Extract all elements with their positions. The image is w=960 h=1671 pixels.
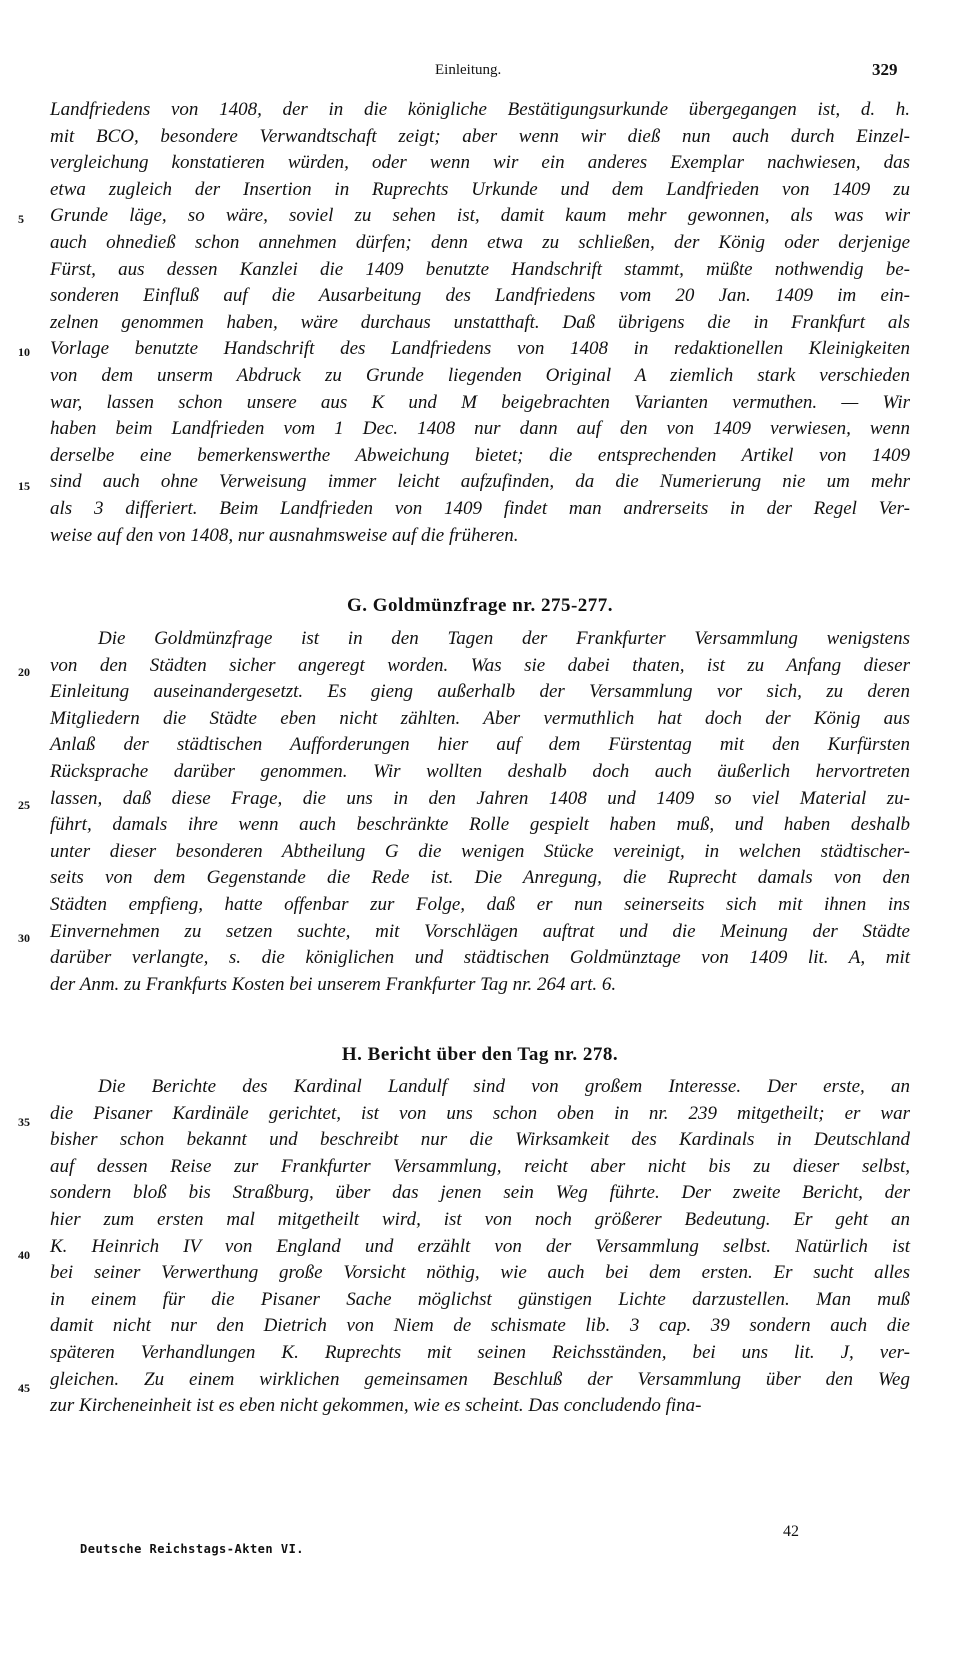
text-line: sondern bloß bis Straßburg, über das jenen sein Weg führte. Der zweite Bericht, der — [50, 1182, 910, 1204]
text-line: Einvernehmen zu setzen suchte, mit Vorschlägen auftrat und die Meinung der Städte — [50, 920, 910, 942]
text-line: bei seiner Verwerthung große Vorsicht nöthig, wie auch bei dem ersten. Er sucht alles — [50, 1262, 910, 1284]
text-line: hier zum ersten mal mitgetheilt wird, ist von noch größerer Bedeutung. Er geht an — [50, 1209, 910, 1230]
text-line: Mitgliedern die Städte eben nicht zählten. Aber vermuthlich hat doch der König aus — [50, 707, 910, 729]
text-line: Einleitung auseinandergesetzt. Es gieng außerhalb der Versammlung vor sich, zu deren — [50, 681, 910, 703]
text-line: vergleichung konstatieren würden, oder wenn wir ein anderes Exemplar nachwiesen, das — [50, 152, 910, 174]
text-line: Vorlage benutzte Handschrift des Landfriedens von 1408 in redaktionellen Kleinigkeiten — [50, 338, 910, 360]
text-line: Rücksprache darüber genommen. Wir wollten deshalb doch auch äußerlich hervortreten — [50, 761, 910, 782]
text-line: mit BCO, besondere Verwandtschaft zeigt; aber wenn wir dieß nun auch durch Einzel- — [50, 125, 910, 147]
text-line: Anlaß der städtischen Aufforderungen hier auf dem Fürstentag mit den Kurfürsten — [50, 734, 910, 756]
margin-line-number: 20 — [18, 665, 30, 679]
margin-line-number: 30 — [18, 931, 30, 945]
text-line: sind auch ohne Verweisung immer leicht aufzufinden, da die Numerierung nie um mehr — [50, 471, 910, 493]
text-line: darüber verlangte, s. die königlichen und städtischen Goldmünztage von 1409 lit. A, mit — [50, 947, 910, 969]
text-line: späteren Verhandlungen K. Ruprechts mit seinen Reichsständen, bei uns lit. J, ver- — [50, 1342, 910, 1363]
text-line: gleichen. Zu einem wirklichen gemeinsamen Beschluß der Versammlung über den Weg — [50, 1368, 910, 1390]
margin-line-number: 25 — [18, 798, 30, 812]
text-line: Fürst, aus dessen Kanzlei die 1409 benutzte Handschrift stammt, müßte nothwendig be- — [50, 258, 910, 280]
margin-line-number: 10 — [18, 345, 30, 359]
text-line: derselbe eine bemerkenswerthe Abweichung bietet; die entsprechenden Artikel von 1409 — [50, 444, 910, 466]
running-head-title: Einleitung. — [435, 62, 502, 78]
running-head — [0, 62, 960, 86]
text-line: seits von dem Gegenstande die Rede ist. Die Anregung, die Ruprecht damals von den — [50, 867, 910, 889]
text-line: unter dieser besonderen Abtheilung G die wenigen Stücke vereinigt, in welchen städtischer- — [50, 840, 910, 862]
text-line: von den Städten sicher angeregt worden. Was sie dabei thaten, ist zu Anfang dieser — [50, 654, 910, 676]
text-line: Die Goldmünzfrage ist in den Tagen der Frankfurter Versammlung wenigstens — [98, 628, 910, 649]
text-line: lassen, daß diese Frage, die uns in den Jahren 1408 und 1409 so viel Material zu- — [50, 787, 910, 809]
text-line: K. Heinrich IV von England und erzählt von der Versammlung selbst. Natürlich ist — [50, 1235, 910, 1257]
text-line: der Anm. zu Frankfurts Kosten bei unserem Frankfurter Tag nr. 264 art. 6. — [50, 973, 617, 995]
margin-line-number: 45 — [18, 1381, 30, 1395]
text-line: zelnen genommen haben, wäre durchaus unstatthaft. Daß übrigens die in Frankfurt als — [50, 311, 910, 333]
text-line: war, lassen schon unsere aus K und M beigebrachten Varianten vermuthen. — Wir — [50, 391, 910, 413]
text-line: die Pisaner Kardinäle gerichtet, ist von uns schon oben in nr. 239 mitgetheilt; er war — [50, 1102, 910, 1124]
text-line: etwa zugleich der Insertion in Ruprechts Urkunde und dem Landfrieden von 1409 zu — [50, 178, 910, 200]
text-line: Städten empfieng, hatte offenbar zur Folge, daß er nun seinerseits sich mit ihnen ins — [50, 894, 910, 915]
text-line: in einem für die Pisaner Sache möglichst günstigen Lichte darzustellen. Man muß — [50, 1288, 910, 1310]
margin-line-number: 40 — [18, 1248, 30, 1262]
text-line: sonderen Einfluß auf die Ausarbeitung des Landfriedens vom 20 Jan. 1409 im ein- — [50, 285, 910, 307]
text-line: als 3 differiert. Beim Landfrieden von 1409 findet man andrerseits in der Regel Ver- — [50, 498, 910, 519]
text-line: von dem unserm Abdruck zu Grunde liegenden Original A ziemlich stark verschieden — [50, 365, 910, 386]
text-line: haben beim Landfrieden vom 1 Dec. 1408 nur dann auf den von 1409 verwiesen, wenn — [50, 418, 910, 440]
margin-line-number: 5 — [18, 212, 24, 226]
text-line: auf dessen Reise zur Frankfurter Versammlung, reicht aber nicht bis zu dieser selbst, — [50, 1155, 910, 1177]
text-line: auch ohnedieß schon annehmen dürfen; denn etwa zu schließen, der König oder derjenige — [50, 232, 910, 253]
text-line: weise auf den von 1408, nur ausnahmsweise auf die früheren. — [50, 524, 519, 546]
footer-series-title: Deutsche Reichstags-Akten VI. — [80, 1542, 305, 1556]
page-number: 329 — [872, 60, 898, 79]
text-line: Landfriedens von 1408, der in die königliche Bestätigungsurkunde übergegangen ist, d. h. — [50, 99, 910, 120]
text-line: führt, damals ihre wenn auch beschränkte Rolle gespielt haben muß, und haben deshalb — [50, 814, 910, 836]
section-g-heading: G. Goldmünzfrage nr. 275-277. — [346, 595, 614, 616]
text-line: bisher schon bekannt und beschreibt nur die Wirksamkeit des Kardinals in Deutschland — [50, 1129, 910, 1151]
margin-line-number: 35 — [18, 1115, 30, 1129]
margin-line-number: 15 — [18, 479, 30, 493]
section-h-heading: H. Bericht über den Tag nr. 278. — [341, 1044, 619, 1065]
text-line: Grunde läge, so wäre, soviel zu sehen ist, damit kaum mehr gewonnen, als was wir — [50, 205, 910, 227]
footer-signature-mark: 42 — [783, 1523, 799, 1540]
text-line: Die Berichte des Kardinal Landulf sind von großem Interesse. Der erste, an — [98, 1076, 910, 1097]
text-line: damit nicht nur den Dietrich von Niem de schismate lib. 3 cap. 39 sondern auch die — [50, 1315, 910, 1337]
text-line: zur Kircheneinheit ist es eben nicht gekommen, wie es scheint. Das concludendo fina- — [50, 1395, 702, 1417]
